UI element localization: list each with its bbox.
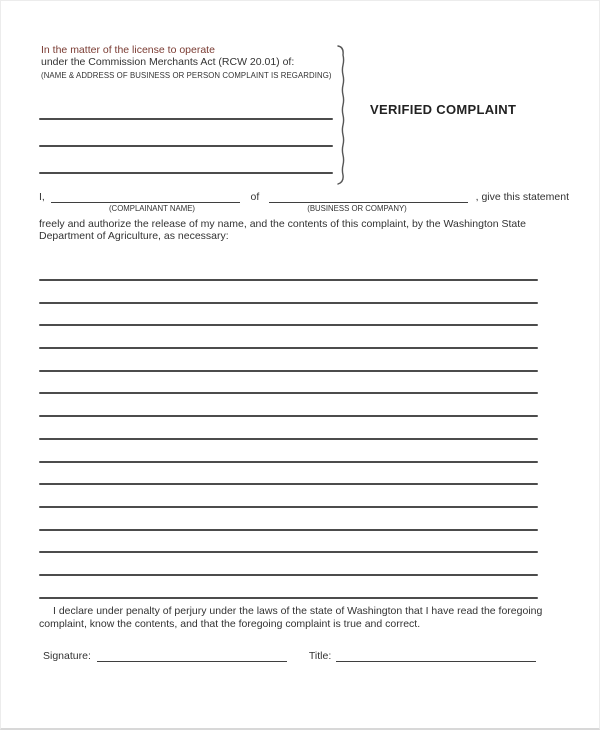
signature-label: Signature: bbox=[43, 650, 91, 662]
complaint-writing-line[interactable] bbox=[39, 415, 538, 417]
complaint-writing-line[interactable] bbox=[39, 370, 538, 372]
caption-blank-lines bbox=[39, 118, 333, 199]
complaint-writing-line[interactable] bbox=[39, 574, 538, 576]
complaint-writing-line[interactable] bbox=[39, 529, 538, 531]
complaint-writing-line[interactable] bbox=[39, 483, 538, 485]
respondent-info-line[interactable] bbox=[39, 145, 333, 147]
business-name-field[interactable] bbox=[269, 190, 467, 203]
respondent-info-line[interactable] bbox=[39, 172, 333, 174]
business-name-label: (BUSINESS OR COMPANY) bbox=[307, 204, 407, 213]
complainant-name-field[interactable] bbox=[51, 190, 241, 203]
complaint-writing-line[interactable] bbox=[39, 506, 538, 508]
title-field[interactable] bbox=[336, 649, 536, 662]
statement-prefix: I, bbox=[39, 191, 45, 203]
complaint-writing-line[interactable] bbox=[39, 392, 538, 394]
complaint-writing-line[interactable] bbox=[39, 461, 538, 463]
caption-line-1: In the matter of the license to operate bbox=[41, 44, 215, 56]
caption-line-2: under the Commission Merchants Act (RCW 20.01) of: bbox=[41, 55, 295, 68]
statement-connector: of bbox=[250, 191, 260, 203]
statement-section bbox=[39, 189, 569, 243]
brace-icon bbox=[334, 45, 350, 185]
statement-field-labels bbox=[39, 203, 569, 216]
complaint-writing-line[interactable] bbox=[39, 347, 538, 349]
caption-line-3: (NAME & ADDRESS OF BUSINESS OR PERSON COMPLAINT IS REGARDING) bbox=[41, 71, 332, 80]
complaint-writing-lines bbox=[39, 279, 538, 619]
complainant-name-label: (COMPLAINANT NAME) bbox=[108, 204, 196, 213]
authorization-text: freely and authorize the release of my name, and the contents of this complaint, by the Washington State Department of Agriculture, as necessary: bbox=[39, 218, 526, 243]
respondent-info-line[interactable] bbox=[39, 118, 333, 120]
signature-row bbox=[43, 649, 536, 662]
complaint-writing-line[interactable] bbox=[39, 279, 538, 281]
statement-row bbox=[39, 189, 569, 203]
statement-suffix: , give this statement bbox=[475, 191, 569, 203]
signature-field[interactable] bbox=[97, 649, 287, 662]
complaint-writing-line[interactable] bbox=[39, 551, 538, 553]
form-title: VERIFIED COMPLAINT bbox=[370, 102, 517, 117]
complaint-writing-line[interactable] bbox=[39, 302, 538, 304]
caption-block bbox=[41, 45, 332, 82]
title-label: Title: bbox=[308, 650, 332, 662]
complaint-writing-line[interactable] bbox=[39, 438, 538, 440]
complaint-writing-line[interactable] bbox=[39, 324, 538, 326]
perjury-declaration: I declare under penalty of perjury under the laws of the state of Washington that I have read the foregoing complaint, know the contents, and that the foregoing complaint is true and correct. bbox=[39, 605, 543, 630]
complaint-writing-line[interactable] bbox=[39, 597, 538, 599]
